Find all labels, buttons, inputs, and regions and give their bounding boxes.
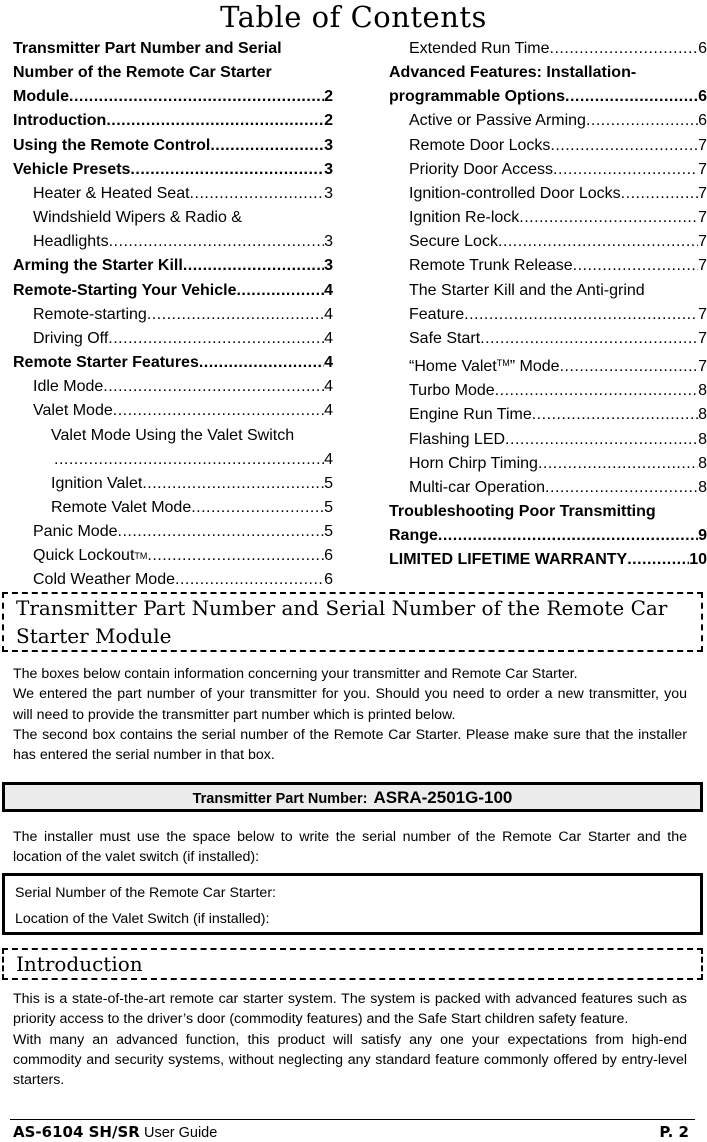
toc-entry[interactable] [13,375,333,399]
toc-page-number: 7 [698,136,707,154]
toc-entry-title: Horn Chirp Timing [409,454,538,472]
toc-right-column [389,37,707,572]
toc-entry-title: Ignition Re-lock [409,209,520,227]
toc-entry[interactable] [13,109,333,133]
toc-page-number: 5 [324,474,333,492]
toc-entry-title: Turbo Mode [409,382,495,400]
toc-entry-title: Windshield Wipers & Radio & [33,209,242,227]
toc-entry-title: Remote Valet Mode [51,498,192,516]
toc-entry[interactable] [389,403,707,427]
valet-switch-location-label: Location of the Valet Switch (if installed): [15,911,270,927]
toc-page-number: 4 [324,378,333,396]
dot-leader [147,544,324,568]
toc-entry[interactable] [389,254,707,278]
dot-leader [108,327,324,351]
toc-entry-title: Using the Remote Control [13,136,211,154]
dot-leader [498,230,698,254]
dot-leader [191,496,324,520]
toc-entry[interactable] [13,254,333,278]
toc-entry-title: Engine Run Time [409,406,532,424]
toc-entry[interactable] [13,206,333,254]
toc-page-number: 5 [324,523,333,541]
paragraph: This is a state-of-the-art remote car starter system. The system is packed with advanced features such as priority access to the driver’s door (commodity features) and the Safe Start children safety feature. [13,991,687,1028]
part-number-box [2,782,703,812]
toc-entry[interactable] [389,134,707,158]
dot-leader [54,448,324,472]
page-title: Table of Contents [220,0,487,34]
dot-leader [538,452,698,476]
toc-entry[interactable] [13,279,333,303]
part-number-label: Transmitter Part Number: [192,791,368,807]
toc-page-number: 3 [324,257,333,275]
toc-page-number: 6 [324,571,333,589]
toc-entry-title: Cold Weather Mode [33,571,175,589]
toc-entry-title: Remote Trunk Release [409,257,573,275]
dot-leader [505,428,698,452]
toc-entry[interactable] [389,351,707,379]
toc-entry[interactable] [389,182,707,206]
toc-page-number: 4 [324,281,333,299]
footer-divider [10,1119,695,1120]
paragraph: The boxes below contain information concerning your transmitter and Remote Car Starter. [13,666,578,682]
toc-entry[interactable] [13,568,333,592]
toc-entry[interactable] [389,279,707,327]
dot-leader [236,279,324,303]
toc-entry[interactable] [13,303,333,327]
toc-entry-title: Introduction [13,112,107,130]
toc-entry-title: Idle Mode [33,378,104,396]
dot-leader [183,254,324,278]
toc-page-number: 8 [698,454,707,472]
dot-leader [113,399,324,423]
toc-page-number: 2 [324,112,333,130]
toc-entry-title: Remote Door Locks [409,136,551,154]
dot-leader [147,303,324,327]
model-number: AS-6104 SH/SR [13,1123,140,1141]
toc-entry-title: Module [13,88,69,106]
toc-entry[interactable] [13,472,333,496]
toc-entry-title: Panic Mode [33,523,118,541]
toc-page-number: 4 [324,354,333,372]
toc-entry-title: The Starter Kill and the Anti-grind [409,281,645,299]
installer-note: The installer must use the space below to write the serial number of the Remote Car Starter and the location of the valet switch (if installed): [13,829,687,866]
toc-page-number: 7 [698,257,707,275]
toc-entry-title: Remote Starter Features [13,354,199,372]
toc-page-number: 4 [324,402,333,420]
toc-entry[interactable] [389,476,707,500]
toc-entry[interactable] [389,109,707,133]
toc-entry-title: Extended Run Time [409,40,550,57]
dot-leader [199,351,324,375]
toc-page-number: 3 [324,160,333,178]
toc-entry[interactable] [389,230,707,254]
dot-leader [519,206,698,230]
paragraph: We entered the part number of your transmitter for you. Should you need to order a new transmitter, you will need to provide the transmitter part number which is printed below. [13,686,687,723]
toc-entry-title: Ignition-controlled Door Locks [409,184,621,202]
toc-page-number: 10 [689,551,707,569]
serial-number-box [2,873,703,935]
toc-entry[interactable] [389,37,707,61]
toc-entry[interactable] [13,327,333,351]
serial-number-label: Serial Number of the Remote Car Starter: [15,885,276,901]
toc-entry-title: Headlights [33,233,109,251]
toc-entry[interactable] [13,424,333,472]
dot-leader [142,472,324,496]
toc-entry[interactable] [13,182,333,206]
toc-entry[interactable] [13,134,333,158]
toc-page-number: 7 [698,184,707,202]
toc-entry-title: Driving Off [33,329,109,347]
dot-leader [175,568,324,592]
introduction-text [13,989,687,1090]
toc-entry[interactable] [13,399,333,423]
dot-leader [545,476,698,500]
toc-entry[interactable] [389,548,707,572]
trademark-mark: TM [134,551,148,562]
dot-leader [627,548,689,572]
toc-entry[interactable] [389,500,707,548]
toc-page-number: 5 [324,498,333,516]
toc-entry-title: programmable Options [389,88,566,106]
dot-leader [495,379,698,403]
toc-entry[interactable] [13,520,333,544]
dot-leader [621,182,698,206]
toc-page-number: 7 [698,209,707,227]
dot-leader [464,303,698,327]
dot-leader [550,37,699,61]
section-heading-introduction: Introduction [2,948,703,980]
toc-page-number: 8 [698,382,707,400]
toc-page-number: 7 [698,329,707,347]
toc-entry-title: Remote-starting [33,305,147,323]
toc-page-number: 3 [324,136,333,154]
page-footer [13,1123,689,1142]
dot-leader [565,85,698,109]
dot-leader [69,85,324,109]
toc-entry-title: Flashing LED [409,430,506,448]
guide-label: User Guide [143,1125,218,1141]
dot-leader [560,355,699,379]
transmitter-section-text [13,664,687,765]
dot-leader [106,109,324,133]
toc-page-number: 8 [698,430,707,448]
dot-leader [438,524,698,548]
dot-leader [109,230,324,254]
toc-page-number: 6 [698,40,707,57]
toc-entry[interactable] [389,61,707,109]
page-number: P. 2 [659,1123,689,1141]
dot-leader [550,134,698,158]
toc-page-number: 4 [324,329,333,347]
toc-entry[interactable] [13,351,333,375]
paragraph: The second box contains the serial number of the Remote Car Starter. Please make sure that the installer has entered the serial number in that box. [13,726,687,764]
toc-page-number: 3 [324,184,333,202]
dot-leader [130,158,324,182]
toc-entry[interactable] [389,206,707,230]
toc-entry-title: Feature [409,305,465,323]
dot-leader [103,375,324,399]
dot-leader [118,520,325,544]
toc-page-number: 7 [698,233,707,251]
toc-entry[interactable] [389,428,707,452]
toc-entry-title: Secure Lock [409,233,498,251]
toc-entry-title: Active or Passive Arming [409,112,586,130]
toc-page-number: 6 [324,547,333,565]
toc-entry-title: Priority Door Access [409,160,554,178]
dot-leader [553,158,698,182]
toc-entry[interactable] [389,158,707,182]
toc-entry[interactable] [13,496,333,520]
toc-page-number: 9 [698,527,707,545]
toc-entry[interactable] [389,452,707,476]
toc-entry-title: Quick Lockout [33,547,135,565]
section-heading-transmitter: Transmitter Part Number and Serial Number of the Remote Car Starter Module [2,592,703,652]
toc-page-number: 7 [698,358,707,376]
dot-leader [573,254,698,278]
toc-entry-title: Safe Start [409,329,481,347]
toc-entry-title: Advanced Features: Installation- [389,64,637,82]
toc-page-number: 4 [324,450,333,468]
trademark-mark: TM [496,358,510,369]
toc-entry[interactable] [389,327,707,351]
toc-entry-title: Heater & Heated Seat [33,184,190,202]
dot-leader [210,134,324,158]
dot-leader [480,327,698,351]
toc-entry[interactable] [13,158,333,182]
toc-entry-title: Remote-Starting Your Vehicle [13,281,237,299]
toc-page-number: 4 [324,305,333,323]
toc-entry-title: Transmitter Part Number and Serial [13,40,282,57]
toc-entry-title: Multi-car Operation [409,478,546,496]
paragraph: With many an advanced function, this product will satisfy any one your expectations from high-end commodity and security systems, without neglecting any standard feature commonly offered by entry-level starters. [13,1031,687,1089]
toc-entry-title: Troubleshooting Poor Transmitting [389,502,656,520]
dot-leader [532,403,698,427]
toc-entry[interactable] [13,37,333,109]
toc-left-column [13,37,333,593]
dot-leader [190,182,325,206]
toc-entry-title: Valet Mode [33,402,113,420]
dot-leader [586,109,698,133]
toc-page-number: 8 [698,406,707,424]
toc-page-number: 3 [324,233,333,251]
toc-entry-title: LIMITED LIFETIME WARRANTY [389,551,628,569]
toc-page-number: 2 [324,88,333,106]
toc-entry[interactable] [13,544,333,568]
toc-page-number: 7 [698,305,707,323]
toc-entry-title: Valet Mode Using the Valet Switch [51,426,295,444]
toc-entry[interactable] [389,379,707,403]
toc-entry-title: “Home Valet™” Mode [409,358,560,376]
part-number-value: ASRA-2501G-100 [373,788,513,807]
toc-page-number: 8 [698,478,707,496]
toc-entry-title: Ignition Valet [51,474,143,492]
toc-entry-title: Arming the Starter Kill [13,257,183,275]
toc-entry-title: Number of the Remote Car Starter [13,64,272,82]
toc-page-number: 6 [698,112,707,130]
toc-page-number: 6 [698,88,707,106]
toc-entry-title: Range [389,527,438,545]
toc-entry-title: Vehicle Presets [13,160,131,178]
toc-page-number: 7 [698,160,707,178]
